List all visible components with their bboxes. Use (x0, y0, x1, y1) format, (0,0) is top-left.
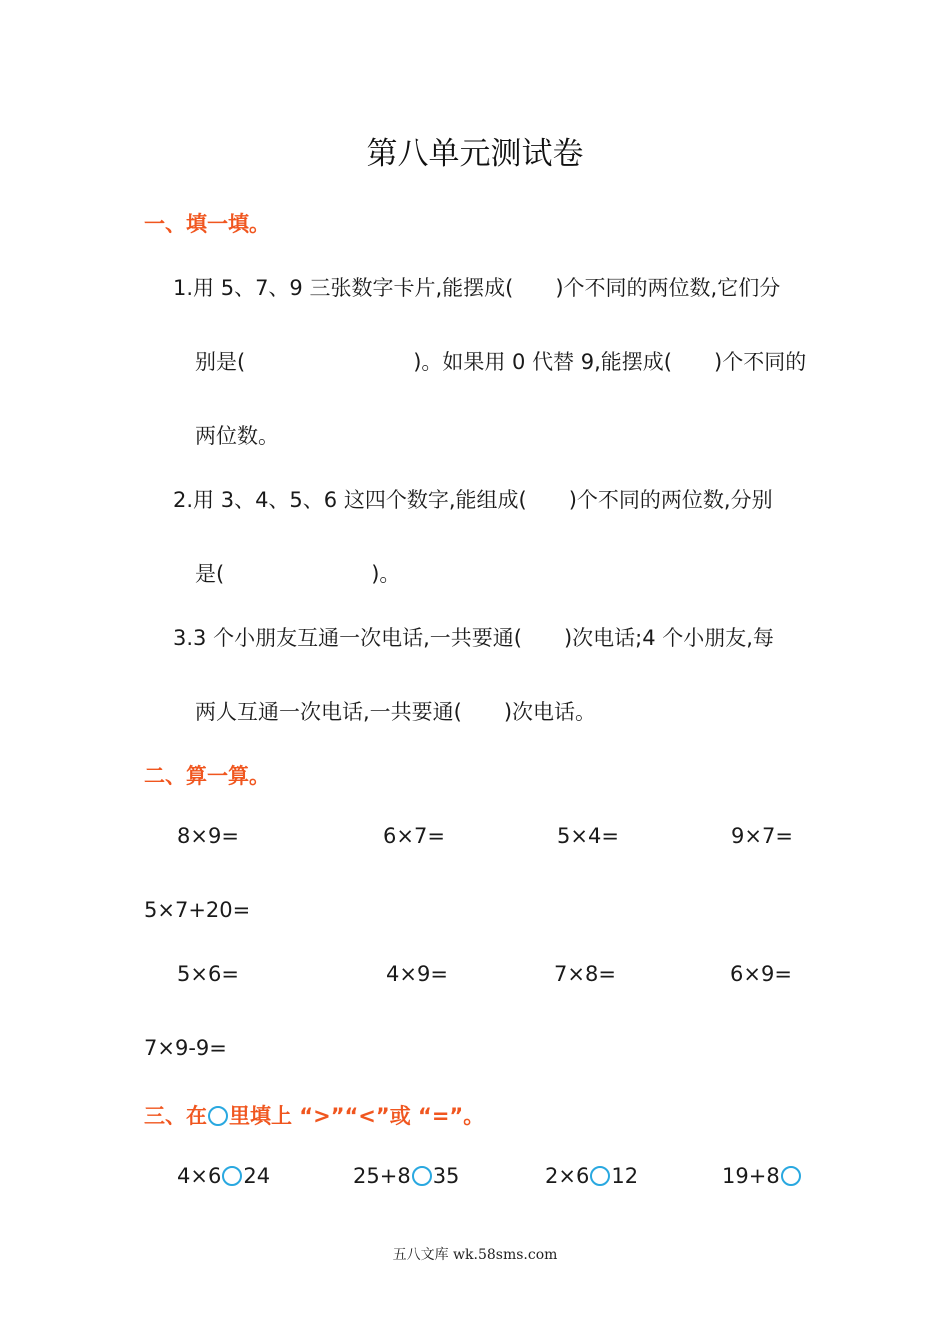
section-heading-fill: 一、填一填。 (144, 212, 270, 236)
question-1-line-2: 别是( )。如果用 0 代替 9,能摆成( )个不同的 (195, 350, 807, 374)
circle-icon (208, 1106, 228, 1126)
compare-left: 19+8 (722, 1164, 780, 1188)
calc-item: 7×9-9= (144, 1036, 227, 1060)
section-heading-calc: 二、算一算。 (144, 764, 270, 788)
calc-item: 6×7= (383, 824, 445, 848)
compare-left: 2×6 (545, 1164, 590, 1188)
compare-right: 12 (611, 1164, 639, 1188)
calc-item: 5×7+20= (144, 898, 251, 922)
page-title: 第八单元测试卷 (366, 136, 584, 172)
calc-item: 4×9= (386, 962, 448, 986)
section-heading-prefix: 三、在 (144, 1104, 207, 1128)
calc-item: 5×4= (557, 824, 619, 848)
answer-circle[interactable] (590, 1166, 610, 1186)
calc-item: 5×6= (177, 962, 239, 986)
calc-item: 9×7= (731, 824, 793, 848)
answer-circle[interactable] (781, 1166, 801, 1186)
compare-item (353, 1164, 459, 1188)
footer-watermark: 五八文库 wk.58sms.com (392, 1247, 558, 1263)
calc-item: 7×8= (554, 962, 616, 986)
question-1-line-1: 1.用 5、7、9 三张数字卡片,能摆成( )个不同的两位数,它们分 (173, 276, 781, 300)
question-2-line-2: 是( )。 (195, 562, 401, 586)
compare-right: 35 (432, 1164, 460, 1188)
question-1-line-3: 两位数。 (195, 424, 279, 448)
answer-circle[interactable] (412, 1166, 432, 1186)
question-3-line-1: 3.3 个小朋友互通一次电话,一共要通( )次电话;4 个小朋友,每 (173, 626, 774, 650)
compare-right: 24 (243, 1164, 271, 1188)
compare-item (722, 1164, 802, 1188)
question-2-line-1: 2.用 3、4、5、6 这四个数字,能组成( )个不同的两位数,分别 (173, 488, 773, 512)
answer-circle[interactable] (222, 1166, 242, 1186)
compare-item (177, 1164, 270, 1188)
compare-left: 25+8 (353, 1164, 411, 1188)
compare-left: 4×6 (177, 1164, 222, 1188)
section-heading-suffix: 里填上 “>”“<”或 “=”。 (229, 1104, 485, 1128)
section-heading-compare (144, 1100, 484, 1130)
question-3-line-2: 两人互通一次电话,一共要通( )次电话。 (195, 700, 597, 724)
compare-item (545, 1164, 638, 1188)
calc-item: 8×9= (177, 824, 239, 848)
calc-item: 6×9= (730, 962, 792, 986)
